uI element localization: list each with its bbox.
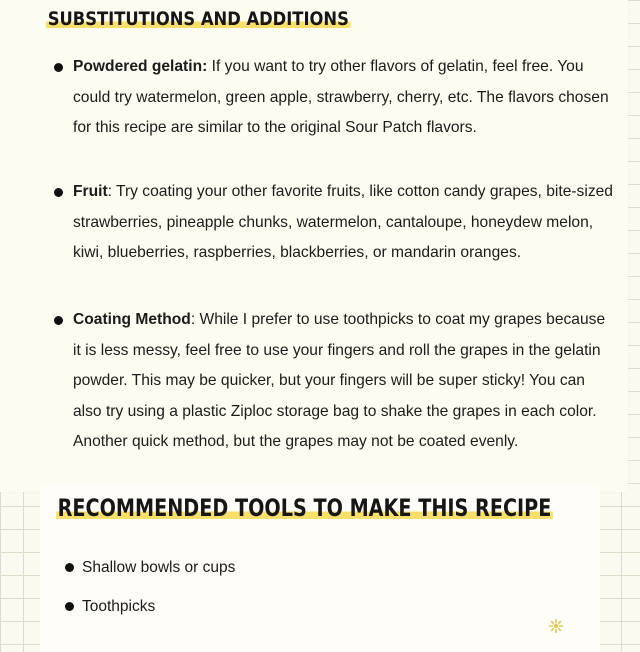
bullet-dot-icon <box>54 188 63 197</box>
tools-heading <box>56 494 553 522</box>
list-item-powdered-gelatin <box>73 52 613 144</box>
list-item-coating-method <box>73 305 613 458</box>
tool-item-bowls <box>82 558 235 578</box>
bullet-dot-icon <box>65 602 74 611</box>
tool-item-toothpicks <box>82 597 155 617</box>
bullet-dot-icon <box>65 563 74 572</box>
item-label: Coating Method <box>73 311 191 328</box>
substitutions-heading-text: SUBSTITUTIONS AND ADDITIONS <box>47 8 349 30</box>
tool-text: Toothpicks <box>82 598 156 615</box>
list-item-fruit <box>73 177 613 269</box>
item-text: If you want to try other flavors of gelatin, feel free. You could try watermelon, green apple, strawberry, cherry, etc. The flavors chosen for this recipe are similar to the original Sour Patch flavors. <box>73 58 609 136</box>
substitutions-heading <box>46 8 351 30</box>
bullet-dot-icon <box>54 63 63 72</box>
tools-heading-text: RECOMMENDED TOOLS TO MAKE THIS RECIPE <box>57 494 552 522</box>
tool-text: Shallow bowls or cups <box>82 559 236 576</box>
item-text: : While I prefer to use toothpicks to coat my grapes because it is less messy, feel free to use your fingers and roll the grapes in the gelatin powder. This may be quicker, but your fingers will be super sticky! You can also try using a plastic Ziploc storage bag to shake the grapes in each color. Another quick method, but the grapes may not be coated evenly. <box>73 311 606 450</box>
sparkle-icon <box>549 619 563 633</box>
item-label: Fruit <box>73 183 108 200</box>
bullet-dot-icon <box>54 316 63 325</box>
item-label: Powdered gelatin: <box>73 58 208 75</box>
item-text: : Try coating your other favorite fruits, like cotton candy grapes, bite-sized strawberries, pineapple chunks, watermelon, cantaloupe, honeydew melon, kiwi, blueberries, raspberries, blackberries, or mandarin oranges. <box>73 183 613 261</box>
